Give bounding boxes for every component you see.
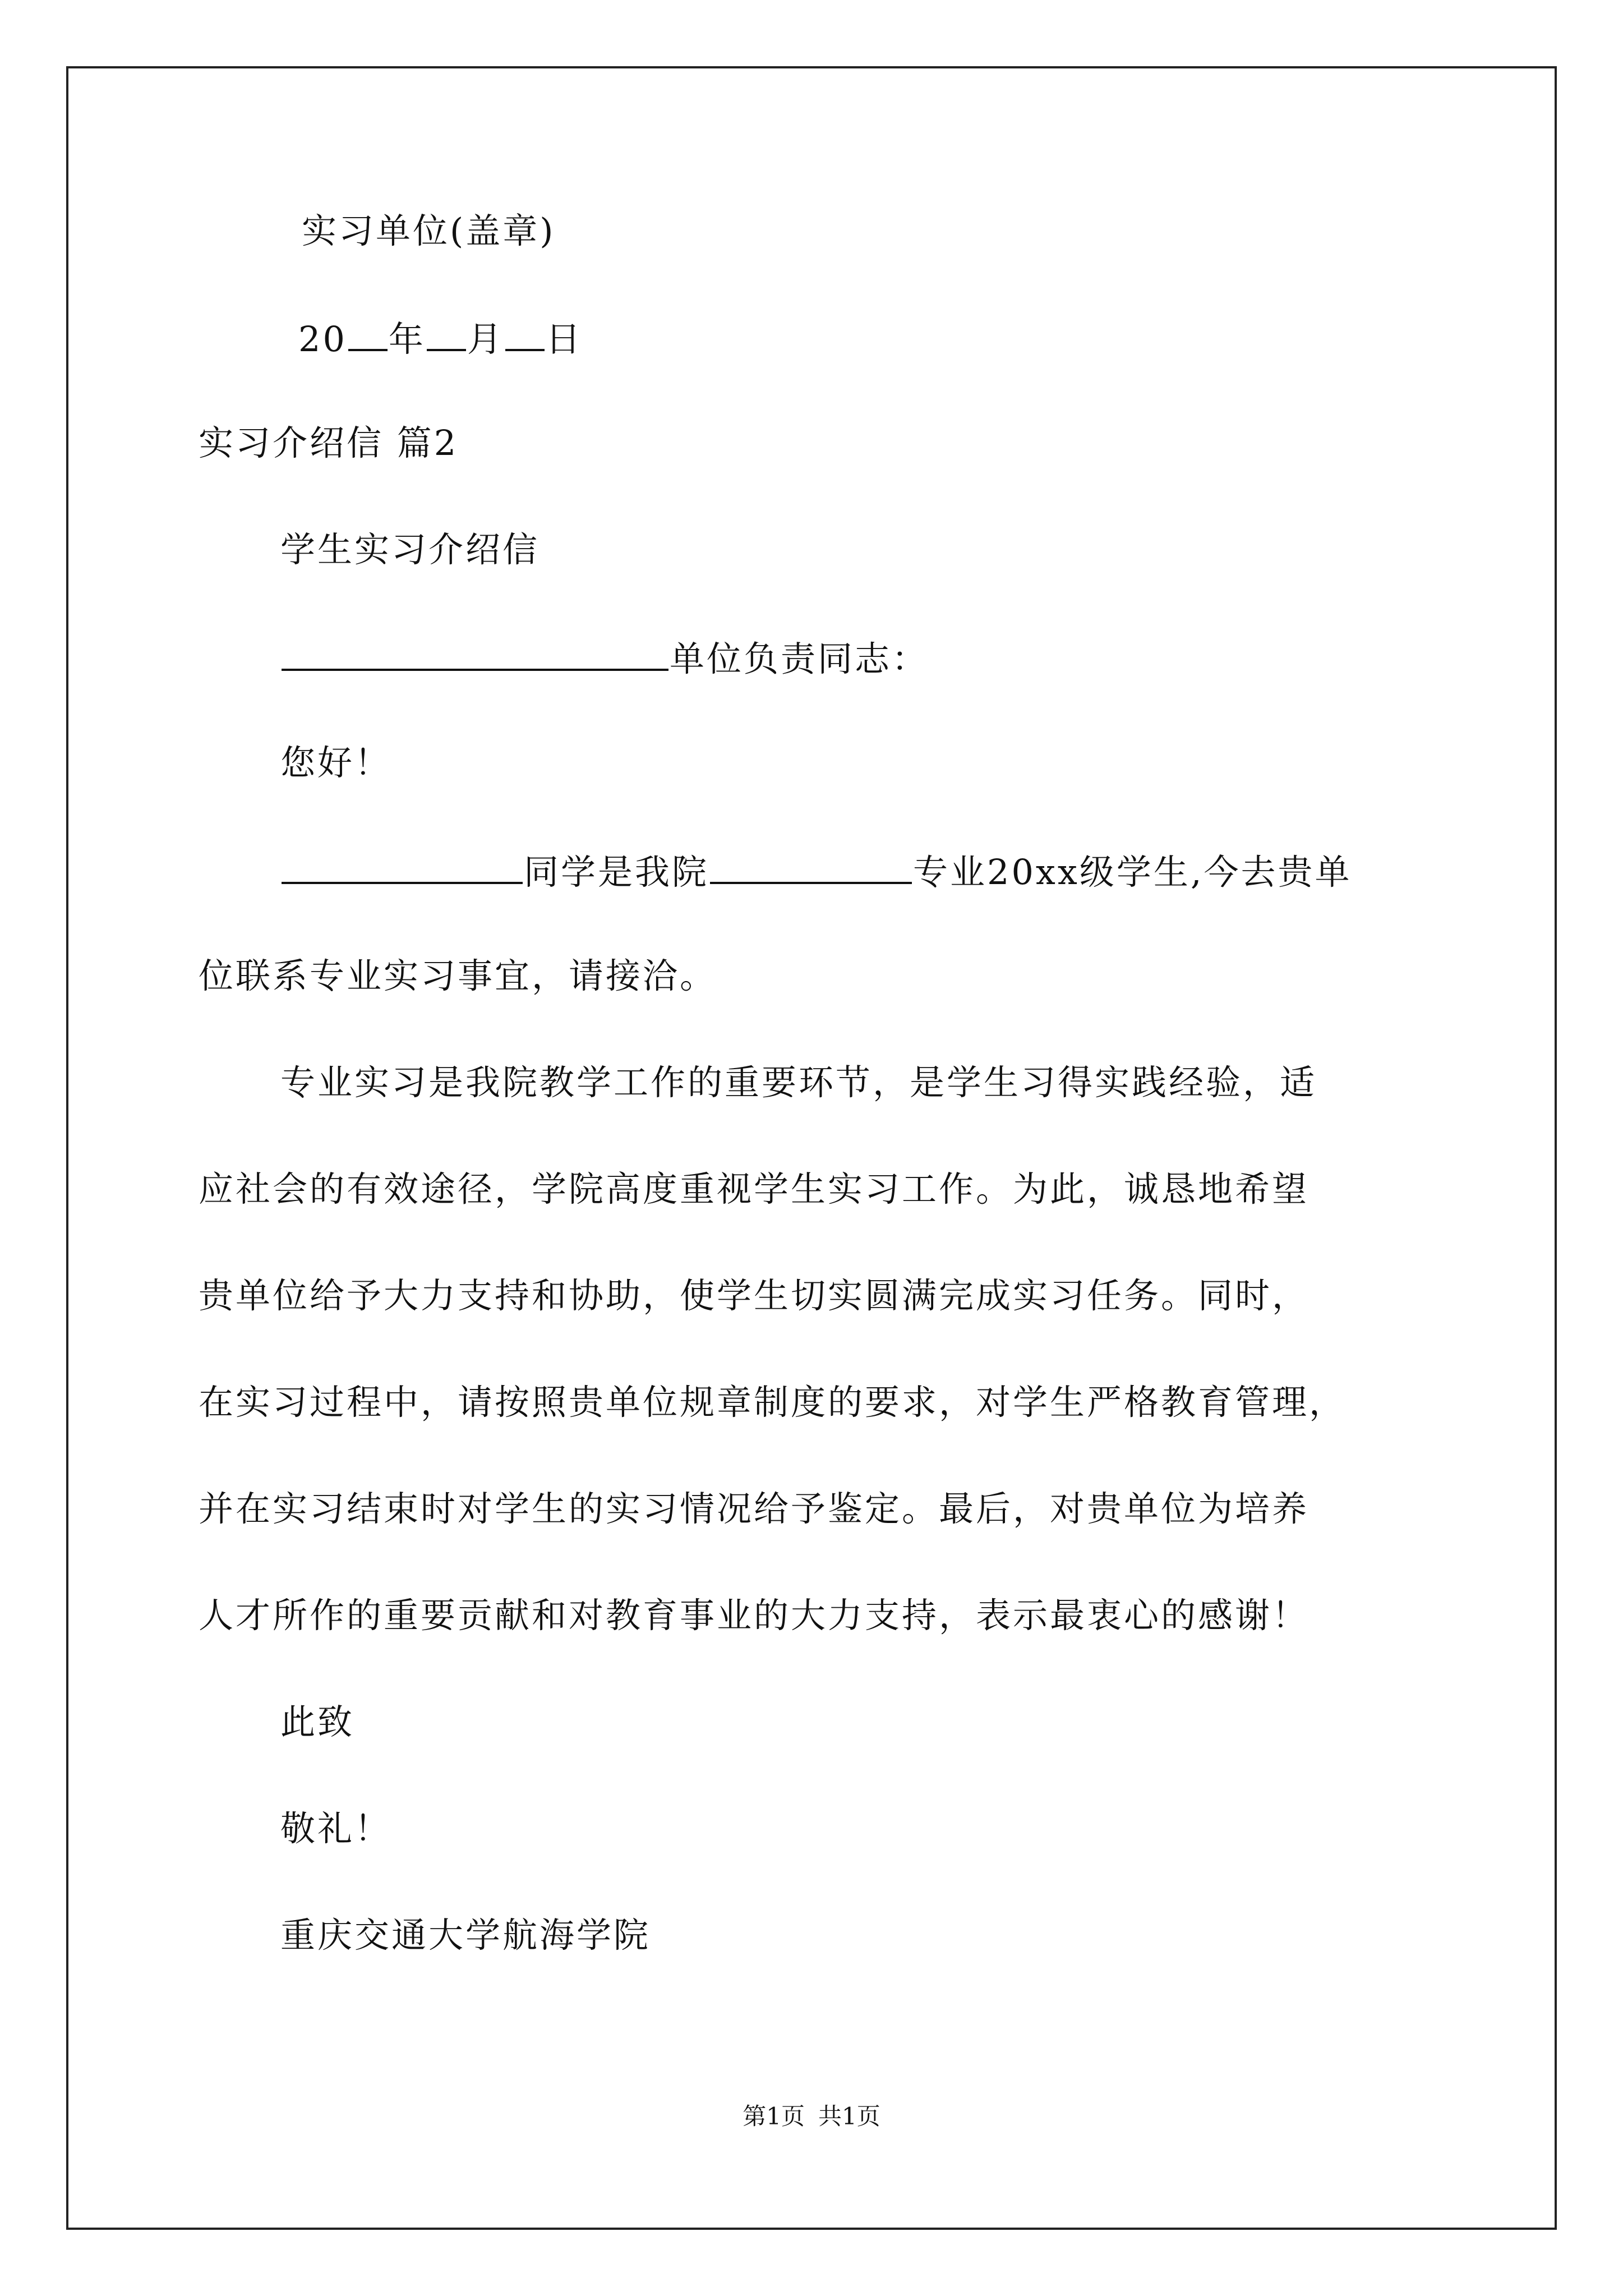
- date-month: 月: [467, 319, 504, 360]
- body-line-5: 并在实习结束时对学生的实习情况给予鉴定。最后，对贵单位为培养: [199, 1488, 1310, 1529]
- closing-line-2: 敬礼！: [280, 1808, 392, 1849]
- month-blank: [427, 314, 466, 351]
- page-total: 共1页: [818, 2102, 880, 2130]
- day-blank: [505, 314, 545, 351]
- letter-title: 学生实习介绍信: [280, 529, 540, 570]
- body-line-3: 贵单位给予大力支持和协助，使学生切实圆满完成实习任务。同时，: [199, 1275, 1310, 1316]
- body-line-6: 人才所作的重要贡献和对教育事业的大力支持，表示最衷心的感谢！: [199, 1595, 1310, 1636]
- greeting: 您好！: [280, 742, 392, 783]
- intro-part-1: 同学是我院: [524, 852, 709, 892]
- intro-line-2: 位联系专业实习事宜，请接洽。: [199, 955, 717, 996]
- recipient-blank: [282, 634, 668, 671]
- intro-part-2: 专业20xx级学生,今去贵单: [913, 852, 1352, 892]
- body-line-1: 专业实习是我院教学工作的重要环节，是学生习得实践经验，适: [280, 1062, 1317, 1103]
- signature: 重庆交通大学航海学院: [280, 1915, 651, 1955]
- page-current: 第1页: [743, 2102, 805, 2130]
- intro-line-1: [280, 847, 1352, 895]
- closing-line-1: 此致: [280, 1701, 355, 1742]
- seal-line: 实习单位(盖章): [302, 210, 556, 251]
- recipient-suffix: 单位负责同志：: [670, 638, 929, 679]
- body-line-2: 应社会的有效途径，学院高度重视学生实习工作。为此，诚恳地希望: [199, 1168, 1310, 1209]
- date-prefix: 20: [298, 319, 347, 360]
- body-line-4: 在实习过程中，请按照贵单位规章制度的要求，对学生严格教育管理，: [199, 1382, 1347, 1423]
- date-line: [298, 314, 583, 362]
- section-heading: 实习介绍信 篇2: [199, 422, 459, 463]
- recipient-line: [280, 634, 929, 682]
- date-day: 日: [545, 319, 583, 360]
- page-footer: [0, 2101, 1623, 2132]
- date-year: 年: [388, 319, 426, 360]
- year-blank: [348, 314, 388, 351]
- student-name-blank: [282, 847, 523, 884]
- major-blank: [710, 847, 912, 884]
- page-frame: [66, 66, 1557, 2230]
